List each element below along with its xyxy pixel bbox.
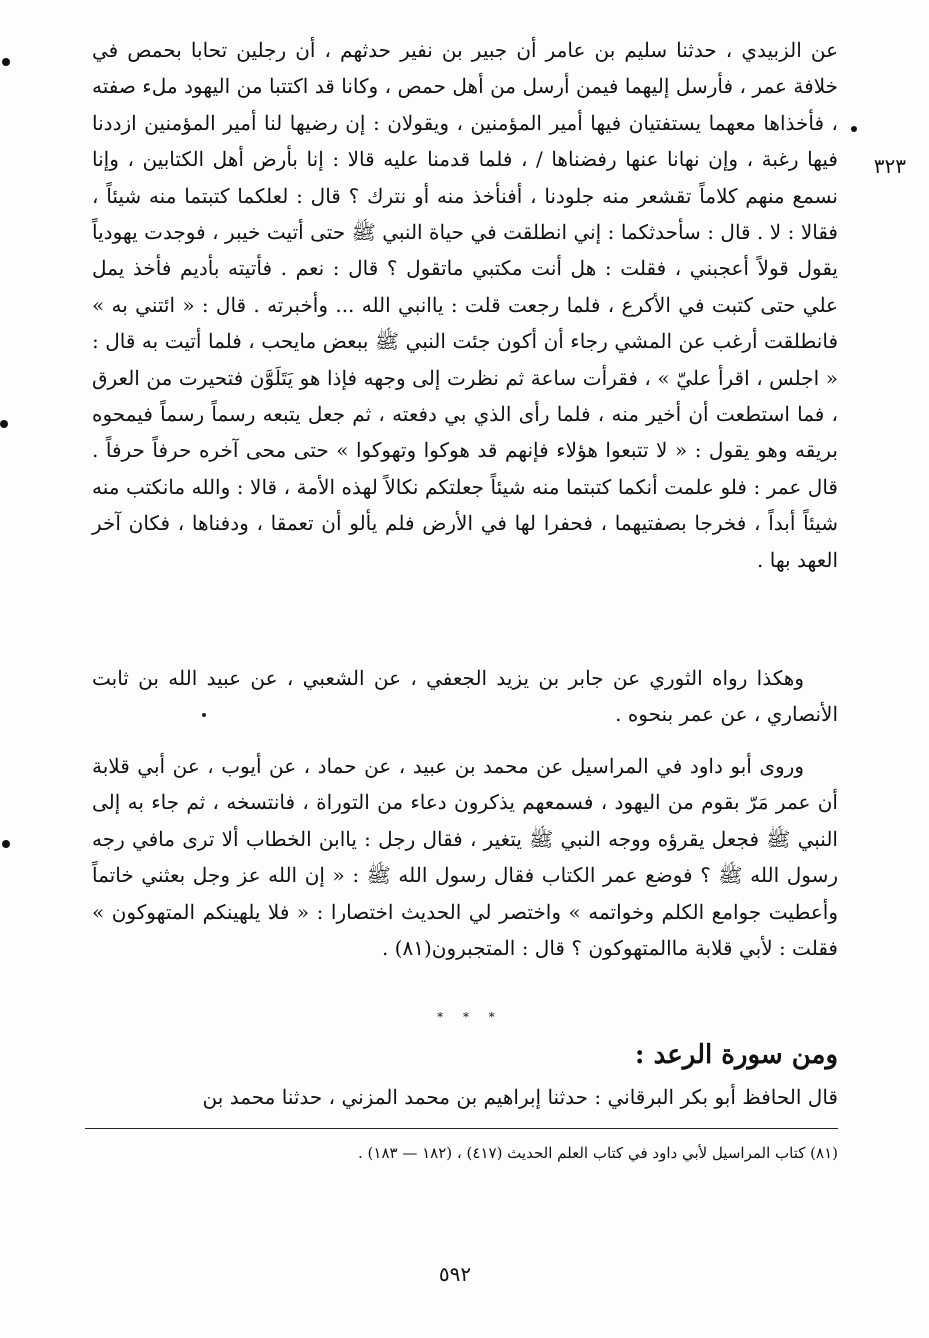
footnote: (٨١) كتاب المراسيل لأبي داود في كتاب العلم الحديث (٤١٧) ، (١٨٢ — ١٨٣) . [358,1144,838,1162]
main-paragraph-block [92,32,838,578]
third-paragraph: وروى أبو داود في المراسيل عن محمد بن عبيد ، عن حماد ، عن أيوب ، عن أبي قلابة أن عمر مَرّ بقوم من اليهود ، فسمعهم يذكرون دعاء من التوراة ، فانتسخه ، ثم جاء به إلى النبي ﷺ فجعل يقرؤه ووجه النبي ﷺ يتغير ، فقال رجل : ياابن الخطاب ألا ترى مافي رجه رسول الله ﷺ ؟ فوضع عمر الكتاب فقال رسول الله ﷺ : « إن الله عز وجل بعثني خاتماً وأعطيت جوامع الكلم وخواتمه » واختصر لي الحديث اختصارا : « فلا يلهينكم المتهوكون » فقلت : لأبي قلابة ماالمتهوكون ؟ قال : المتجبرون(٨١) . [92,754,838,961]
footnote-divider [85,1128,838,1129]
main-paragraph: عن الزبيدي ، حدثنا سليم بن عامر أن جبير بن نفير حدثهم ، أن رجلين تحابا بحمص في خلافة عمر ، فأرسل إليهما فيمن أرسل من أهل حمص ، وكانا قد اكتتبا من اليهود ملء صفته ، فأخذاها معهما يستفتيان فيها أمير المؤمنين ، ويقولان : إن رضيها لنا أمير المؤمنين ازددنا فيها رغبة ، وإن نهانا عنها رفضناها / ، فلما قدمنا عليه قالا : إنا بأرض أهل الكتابين ، وإنا نسمع منهم كلاماً تقشعر منه جلودنا ، أفنأخذ منه أو نترك ؟ قال : لعلكما كتبتما منه شيئاً ، فقالا : لا . قال : سأحدثكما : إني انطلقت في حياة النبي ﷺ حتى أتيت خيبر ، فوجدت يهودياً يقول قولاً أعجبني ، فقلت : هل أنت مكتبي ماتقول ؟ قال : نعم . فأتيته بأديم فأخذ يمل علي حتى كتبت في الأكرع ، فلما رجعت قلت : ياانبي الله ... وأخبرته . قال : « ائتني به » فانطلقت أرغب عن المشي رجاء أن أكون جئت النبي ﷺ ببعض مايحب ، فلما أتيت به قال : « اجلس ، اقرأ عليّ » ، فقرأت ساعة ثم نظرت إلى وجهه فإذا هو يَتَلَوَّن فتحيرت من العرق ، فما استطعت أن أخير منه ، فلما رأى الذي بي دفعته ، ثم جعل يتبعه رسماً رسماً فيمحوه بريقه وهو يقول : « لا تتبعوا هؤلاء فإنهم قد هوكوا وتهوكوا » حتى محى آخره حرفاً حرفاً . قال عمر : فلو علمت أنكما كتبتما منه شيئاً جعلتكم نكالاً لهذه الأمة ، قالا : والله مانكتب منه شيئاً أبداً ، فخرجا بصفتيهما ، فحفرا لها في الأرض فلم يألو أن تعمقا ، ودفناها ، فكان آخر العهد بها . [92,38,839,572]
section-opening-line: قال الحافظ أبو بكر البرقاني : حدثنا إبراهيم بن محمد المزني ، حدثنا محمد بن [202,1085,838,1109]
section-heading: ومن سورة الرعد : [634,1040,838,1070]
scan-mark [851,126,857,132]
page-number: ٥٩٢ [438,1262,472,1286]
third-paragraph-block [92,748,838,966]
second-paragraph-block [92,660,838,733]
section-separator: * * * [437,1010,503,1024]
second-paragraph: وهكذا رواه الثوري عن جابر بن يزيد الجعفي ، عن الشعبي ، عن عبيد الله بن ثابت الأنصاري ، عن عمر بنحوه . [92,666,838,727]
scan-mark [202,713,206,717]
margin-page-reference: ٣٢٣ [873,154,906,178]
scan-mark [2,58,10,66]
scan-mark [2,840,10,848]
scan-mark [0,420,8,428]
